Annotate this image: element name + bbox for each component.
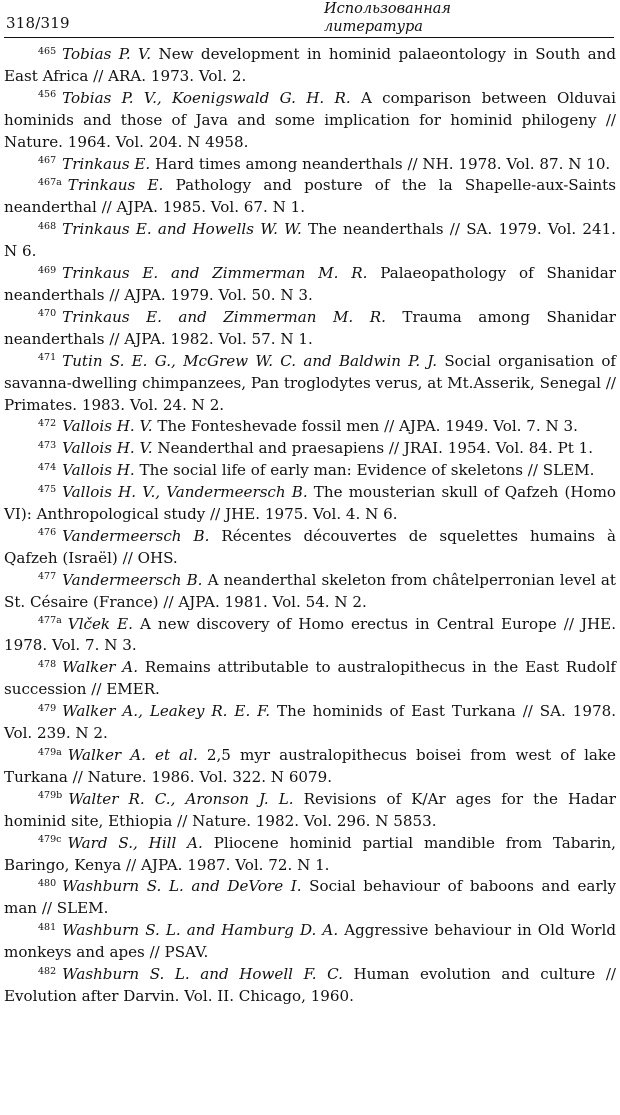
- reference-entry: [4, 789, 616, 833]
- reference-entry: [4, 175, 616, 219]
- reference-text: The Fonteshevade fossil men // AJPA. 1949. Vol. 7. N 3.: [152, 417, 578, 436]
- reference-number: 479a: [38, 746, 62, 758]
- reference-author: Walker A., Leakey R. E. F.: [62, 702, 271, 721]
- reference-number: 469: [38, 264, 57, 276]
- reference-author: Washburn S. L. and Howell F. C.: [62, 965, 343, 984]
- reference-author: Ward S., Hill A.: [67, 833, 203, 852]
- reference-text: New development in hominid palaeontology in South and East Africa // ARA. 1973. Vol. 2.: [4, 45, 616, 85]
- reference-entry: [4, 876, 616, 920]
- reference-author: Vallois H.: [62, 461, 135, 480]
- running-title-line-1: Использованная: [324, 1, 452, 17]
- reference-entry: [4, 657, 616, 701]
- reference-text: The social life of early man: Evidence of skeletons // SLEM.: [134, 461, 595, 480]
- reference-text: Neanderthal and praesapiens // JRAI. 1954. Vol. 84. Pt 1.: [152, 439, 593, 458]
- reference-text: Revisions of K/Ar ages for the Hadar hominid site, Ethiopia // Nature. 1982. Vol. 296. N 5853.: [4, 789, 617, 830]
- reference-number: 470: [38, 308, 57, 320]
- reference-author: Washburn S. L. and DeVore I.: [62, 877, 302, 896]
- reference-entry: [4, 88, 616, 154]
- reference-text: Palaeopathology of Shanidar neanderthals // AJPA. 1979. Vol. 50. N 3.: [4, 264, 616, 304]
- reference-author: Walker A. et al.: [67, 746, 198, 764]
- reference-text: Human evolution and culture // Evolution after Darvin. Vol. II. Chicago, 1960.: [4, 965, 616, 1005]
- reference-number: 476: [38, 527, 57, 539]
- running-title-line-2: литература: [324, 19, 423, 35]
- reference-text: A new discovery of Homo erectus in Central Europe // JHE. 1978. Vol. 7. N 3.: [4, 614, 616, 655]
- reference-text: Trauma among Shanidar neanderthals // AJPA. 1982. Vol. 57. N 1.: [4, 307, 616, 348]
- reference-author: Washburn S. L. and Hamburg D. A.: [62, 921, 339, 940]
- reference-author: Trinkaus E. and Zimmerman M. R.: [62, 264, 368, 283]
- reference-text: The mousterian skull of Qafzeh (Homo VI): Anthropological study // JHE. 1975. Vol. 4. N 6.: [4, 483, 616, 524]
- reference-entry: [4, 219, 616, 263]
- reference-entry: [4, 307, 616, 351]
- reference-author: Tobias P. V.: [62, 45, 152, 63]
- reference-author: Vandermeersch B.: [62, 570, 203, 589]
- reference-text: The neanderthals // SA. 1979. Vol. 241. N 6.: [4, 220, 616, 261]
- reference-entry: [4, 482, 616, 526]
- reference-entry: [4, 701, 616, 745]
- running-title: [324, 0, 451, 36]
- reference-text: Remains attributable to australopithecus in the East Rudolf succession // EMER.: [4, 658, 616, 699]
- reference-number: 480: [38, 877, 57, 889]
- reference-number: 465: [38, 45, 57, 57]
- reference-text: The hominids of East Turkana // SA. 1978. Vol. 239. N 2.: [4, 702, 616, 743]
- reference-entry: [4, 44, 616, 88]
- reference-text: Social behaviour of baboons and early man // SLEM.: [4, 877, 616, 918]
- reference-number: 473: [38, 439, 57, 451]
- reference-list: [4, 44, 616, 1008]
- reference-number: 481: [38, 921, 57, 933]
- reference-text: A neanderthal skeleton from châtelperronian level at St. Césaire (France) // AJPA. 1981. Vol. 54. N 2.: [4, 570, 616, 611]
- reference-entry: [4, 263, 616, 307]
- reference-number: 479c: [38, 834, 62, 846]
- reference-number: 456: [38, 89, 57, 101]
- header-divider: [4, 37, 614, 38]
- reference-author: Trinkaus E.: [62, 154, 151, 173]
- reference-number: 471: [38, 352, 57, 364]
- reference-entry: [4, 920, 616, 964]
- reference-entry: [4, 351, 616, 417]
- reference-text: Récentes découvertes de squelettes humains à Qafzeh (Israël) // OHS.: [4, 526, 616, 567]
- reference-text: 2,5 myr australopithecus boisei from west of lake Turkana // Nature. 1986. Vol. 322. N 6079.: [4, 746, 616, 786]
- reference-entry: [4, 438, 616, 460]
- reference-author: Trinkaus E. and Howells W. W.: [62, 220, 302, 239]
- reference-entry: [4, 460, 616, 482]
- reference-number: 474: [38, 461, 57, 473]
- reference-entry: [4, 154, 616, 176]
- reference-number: 477a: [38, 615, 62, 627]
- reference-text: Pliocene hominid partial mandible from Tabarin, Baringo, Kenya // AJPA. 1987. Vol. 72. N 1.: [4, 833, 616, 874]
- reference-number: 482: [38, 965, 57, 977]
- reference-number: 477: [38, 571, 57, 583]
- page-number: 318/319: [6, 14, 70, 32]
- reference-text: Social organisation of savanna-dwelling chimpanzees, Pan troglodytes verus, at Mt.Asserik, Senegal // Primates. 1983. Vol. 24. N 2.: [4, 351, 616, 414]
- reference-entry: [4, 745, 616, 789]
- reference-number: 479b: [38, 790, 63, 802]
- reference-author: Vallois H. V.: [62, 439, 153, 458]
- reference-text: Hard times among neanderthals // NH. 1978. Vol. 87. N 10.: [150, 154, 611, 173]
- reference-entry: [4, 570, 616, 614]
- reference-author: Vallois H. V.: [62, 417, 153, 436]
- reference-author: Tutin S. E. G., McGrew W. C. and Baldwin P. J.: [62, 351, 438, 370]
- reference-entry: [4, 964, 616, 1008]
- reference-author: Trinkaus E. and Zimmerman M. R.: [62, 307, 386, 326]
- reference-author: Walter R. C., Aronson J. L.: [68, 789, 294, 808]
- reference-entry: [4, 833, 616, 877]
- reference-author: Vallois H. V., Vandermeersch B.: [62, 483, 308, 502]
- reference-entry: [4, 416, 616, 438]
- reference-entry: [4, 614, 616, 658]
- reference-text: A comparison between Olduvai hominids and those of Java and some implication for hominid philogeny // Nature. 1964. Vol. 204. N 4958.: [4, 88, 616, 151]
- reference-author: Tobias P. V., Koenigswald G. H. R.: [62, 88, 351, 107]
- reference-entry: [4, 526, 616, 570]
- reference-author: Vlček E.: [67, 614, 133, 633]
- reference-author: Trinkaus E.: [67, 176, 164, 195]
- reference-author: Walker A.: [62, 658, 139, 677]
- reference-number: 468: [38, 220, 57, 232]
- reference-text: Aggressive behaviour in Old World monkeys and apes // PSAV.: [4, 921, 616, 962]
- reference-number: 478: [38, 658, 57, 670]
- reference-number: 472: [38, 417, 57, 429]
- reference-number: 475: [38, 483, 57, 495]
- page-header: [4, 0, 616, 46]
- reference-number: 467a: [38, 176, 62, 188]
- reference-number: 479: [38, 702, 57, 714]
- reference-text: Pathology and posture of the la Shapelle-aux-Saints neanderthal // AJPA. 1985. Vol. 67. N 1.: [4, 176, 616, 217]
- reference-author: Vandermeersch B.: [62, 526, 210, 545]
- reference-number: 467: [38, 155, 57, 167]
